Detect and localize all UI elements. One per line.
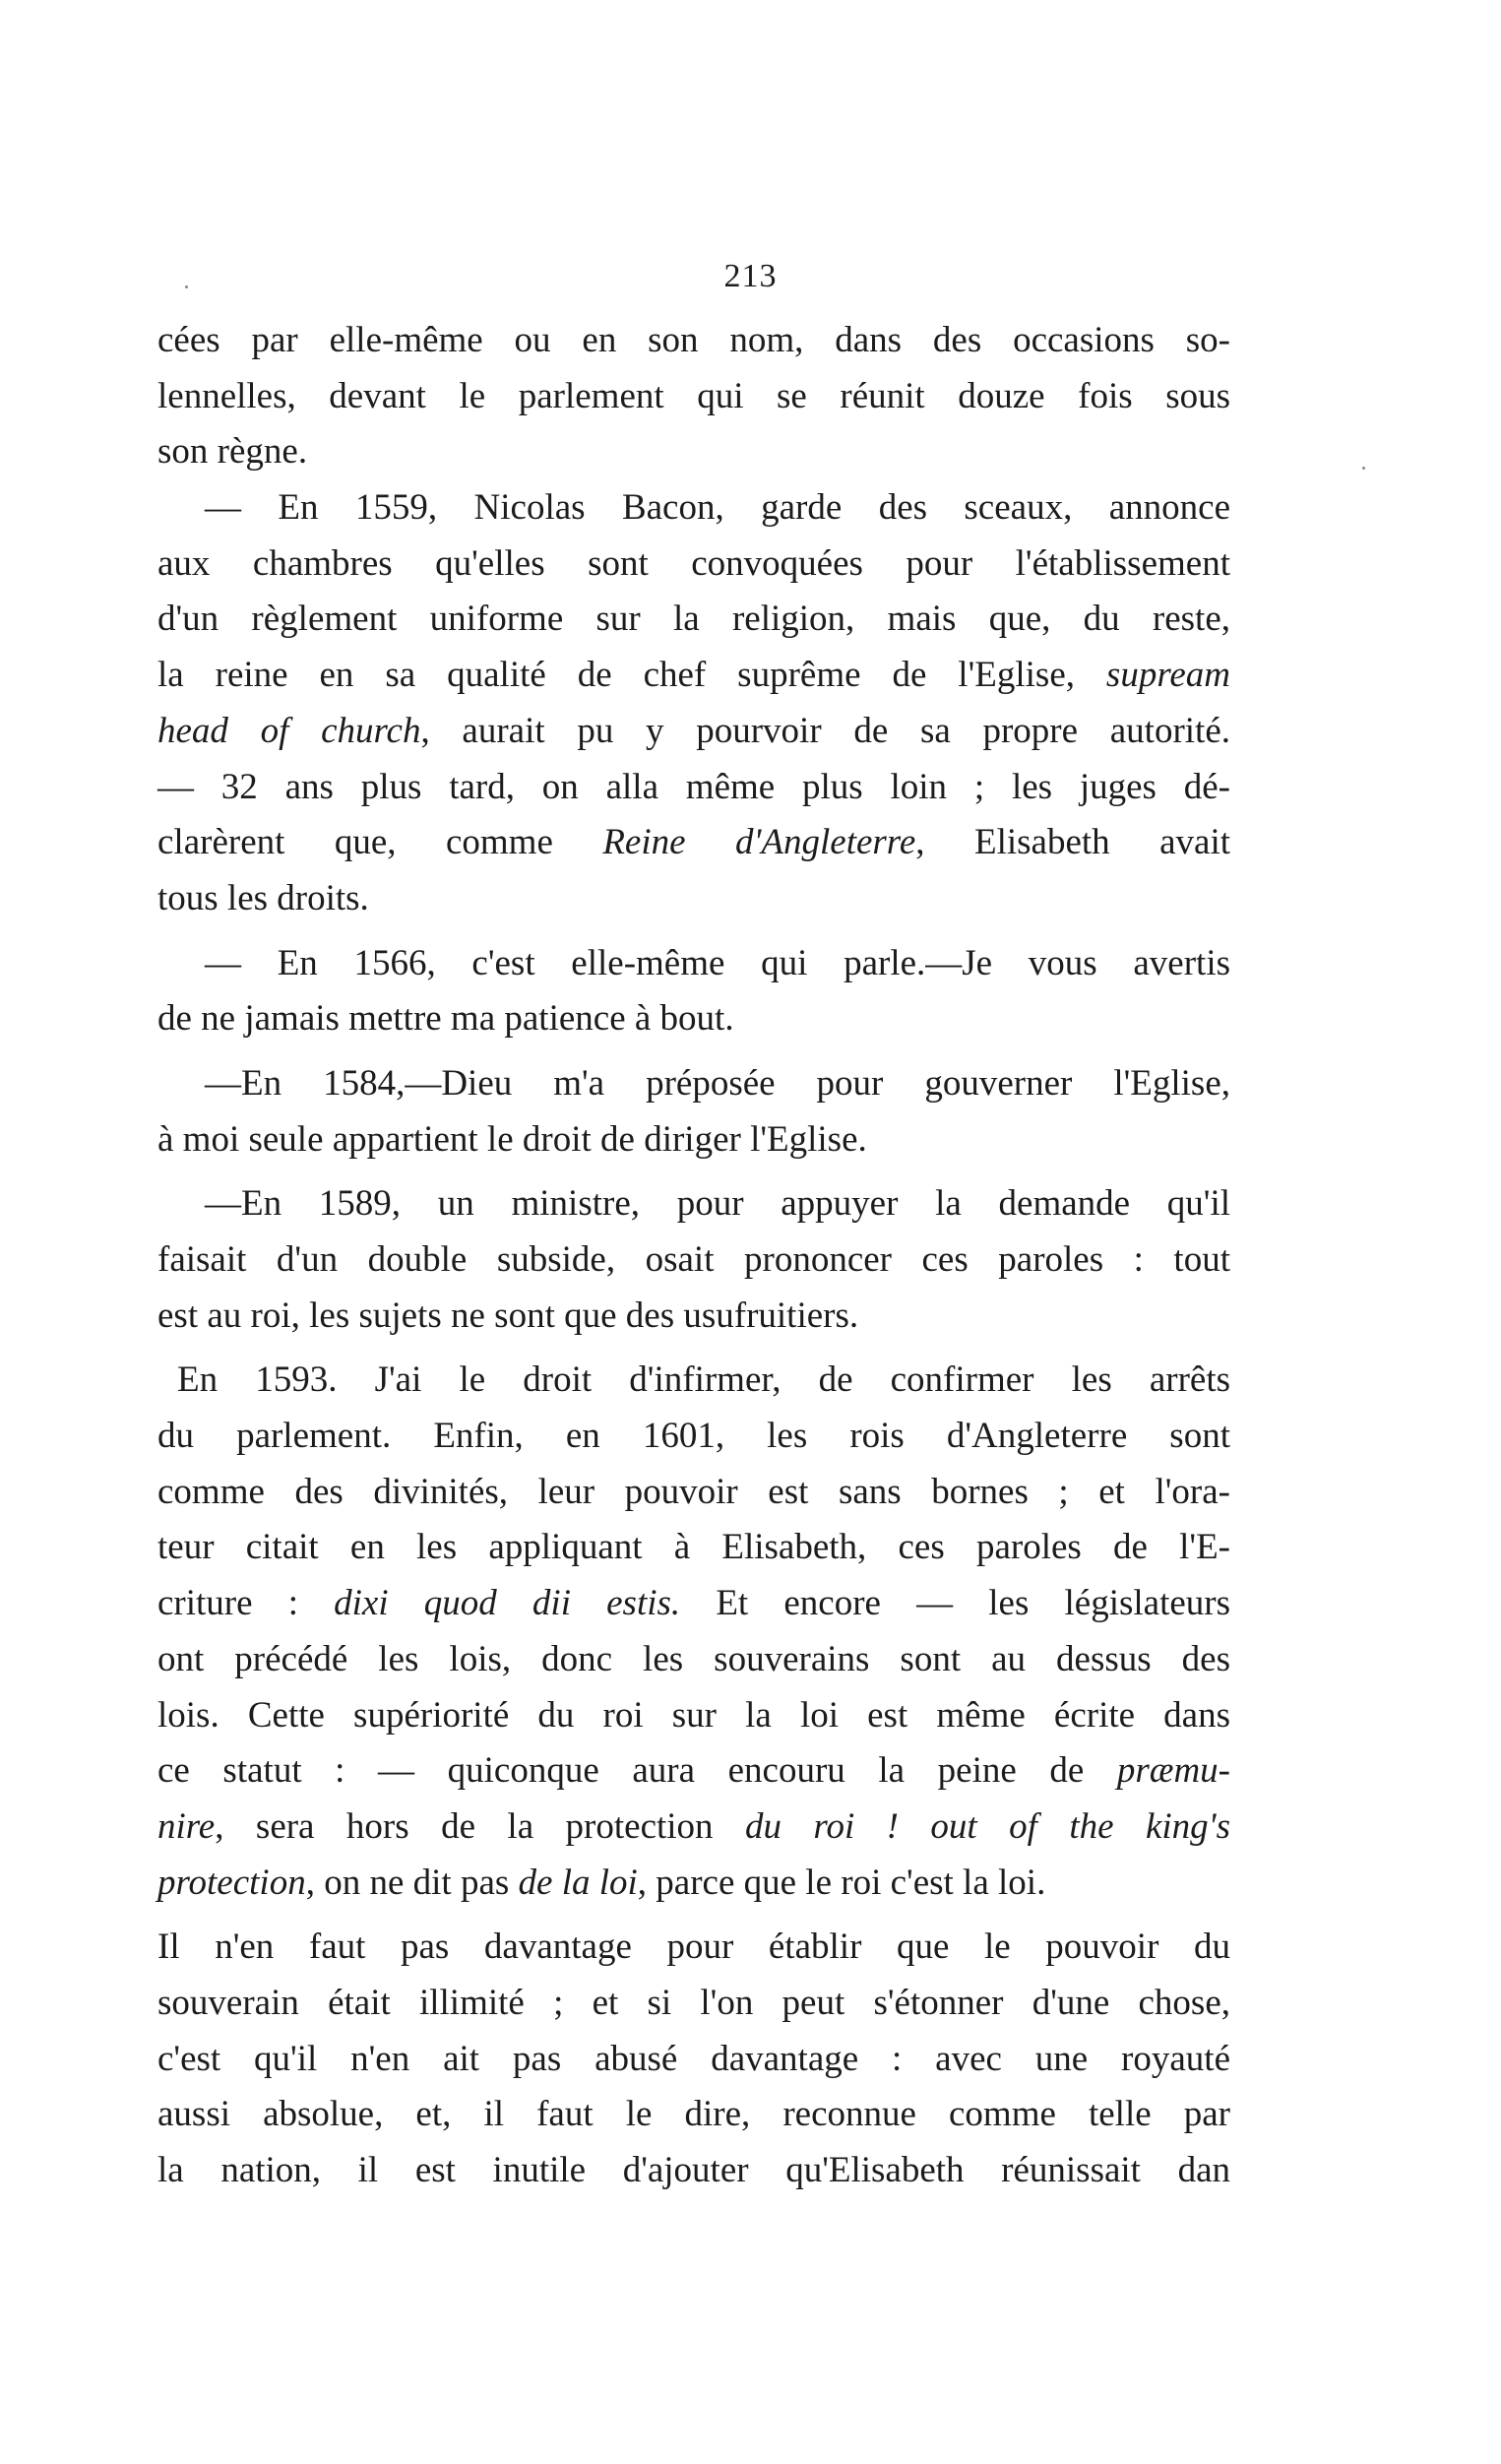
text-line: Il n'en faut pas davantage pour établir que le pouvoir du (157, 1927, 1230, 1968)
text-line: la nation, il est inutile d'ajouter qu'Elisabeth réunissait dan (157, 2150, 1230, 2190)
text-line: est au roi, les sujets ne sont que des usufruitiers. (157, 1295, 859, 1336)
text-line: teur citait en les appliquant à Elisabeth, ces paroles de l'E- (157, 1527, 1230, 1568)
text-line: protection, on ne dit pas de la loi, parce que le roi c'est la loi. (157, 1862, 1046, 1903)
text-line: head of church, aurait pu y pourvoir de sa propre autorité. (157, 710, 1230, 751)
text-line: aussi absolue, et, il faut le dire, reconnue comme telle par (157, 2094, 1230, 2135)
text-line: — En 1559, Nicolas Bacon, garde des sceaux, annonce (205, 487, 1230, 529)
text-line: —En 1589, un ministre, pour appuyer la demande qu'il (205, 1183, 1230, 1225)
text-line: c'est qu'il n'en ait pas abusé davantage : avec une royauté (157, 2038, 1230, 2079)
text-line: la reine en sa qualité de chef suprême de l'Eglise, supream (157, 655, 1230, 696)
body-text (157, 313, 1230, 2199)
text-line: de ne jamais mettre ma patience à bout. (157, 998, 734, 1040)
text-line: aux chambres qu'elles sont convoquées pour l'établissement (157, 542, 1230, 584)
margin-speck (185, 285, 188, 288)
text-line: — En 1566, c'est elle-même qui parle.—Je vous avertis (205, 942, 1230, 983)
text-line: —En 1584,—Dieu m'a préposée pour gouverner l'Eglise, (205, 1062, 1230, 1104)
text-line: — 32 ans plus tard, on alla même plus loin ; les juges dé- (157, 766, 1230, 807)
text-line: souverain était illimité ; et si l'on peut s'étonner d'une chose, (157, 1982, 1230, 2023)
text-line: cées par elle-même ou en son nom, dans des occasions so- (157, 320, 1230, 360)
text-line: d'un règlement uniforme sur la religion, mais que, du reste, (157, 599, 1230, 640)
text-line: à moi seule appartient le droit de diriger l'Eglise. (157, 1118, 867, 1160)
text-line: tous les droits. (157, 877, 369, 918)
text-line: du parlement. Enfin, en 1601, les rois d'Angleterre sont (157, 1416, 1230, 1457)
text-line: ont précédé les lois, donc les souverains sont au dessus des (157, 1638, 1230, 1679)
text-line: nire, sera hors de la protection du roi ! out of the king's (157, 1805, 1230, 1847)
text-line: ce statut : — quiconque aura encouru la peine de præmu- (157, 1750, 1230, 1792)
text-line: clarèrent que, comme Reine d'Angleterre, Elisabeth avait (157, 822, 1230, 863)
text-line: faisait d'un double subside, osait prononcer ces paroles : tout (157, 1239, 1230, 1280)
page-number: 213 (723, 258, 778, 294)
text-line: son règne. (157, 431, 308, 473)
text-line: criture : dixi quod dii estis. Et encore — les législateurs (157, 1583, 1231, 1624)
text-line: En 1593. J'ai le droit d'infirmer, de confirmer les arrêts (177, 1359, 1230, 1401)
text-line: lois. Cette supériorité du roi sur la loi est même écrite dans (157, 1694, 1230, 1736)
text-line: lennelles, devant le parlement qui se réunit douze fois sous (157, 375, 1230, 416)
text-line: comme des divinités, leur pouvoir est sans bornes ; et l'ora- (157, 1471, 1230, 1512)
margin-speck (1362, 467, 1365, 470)
